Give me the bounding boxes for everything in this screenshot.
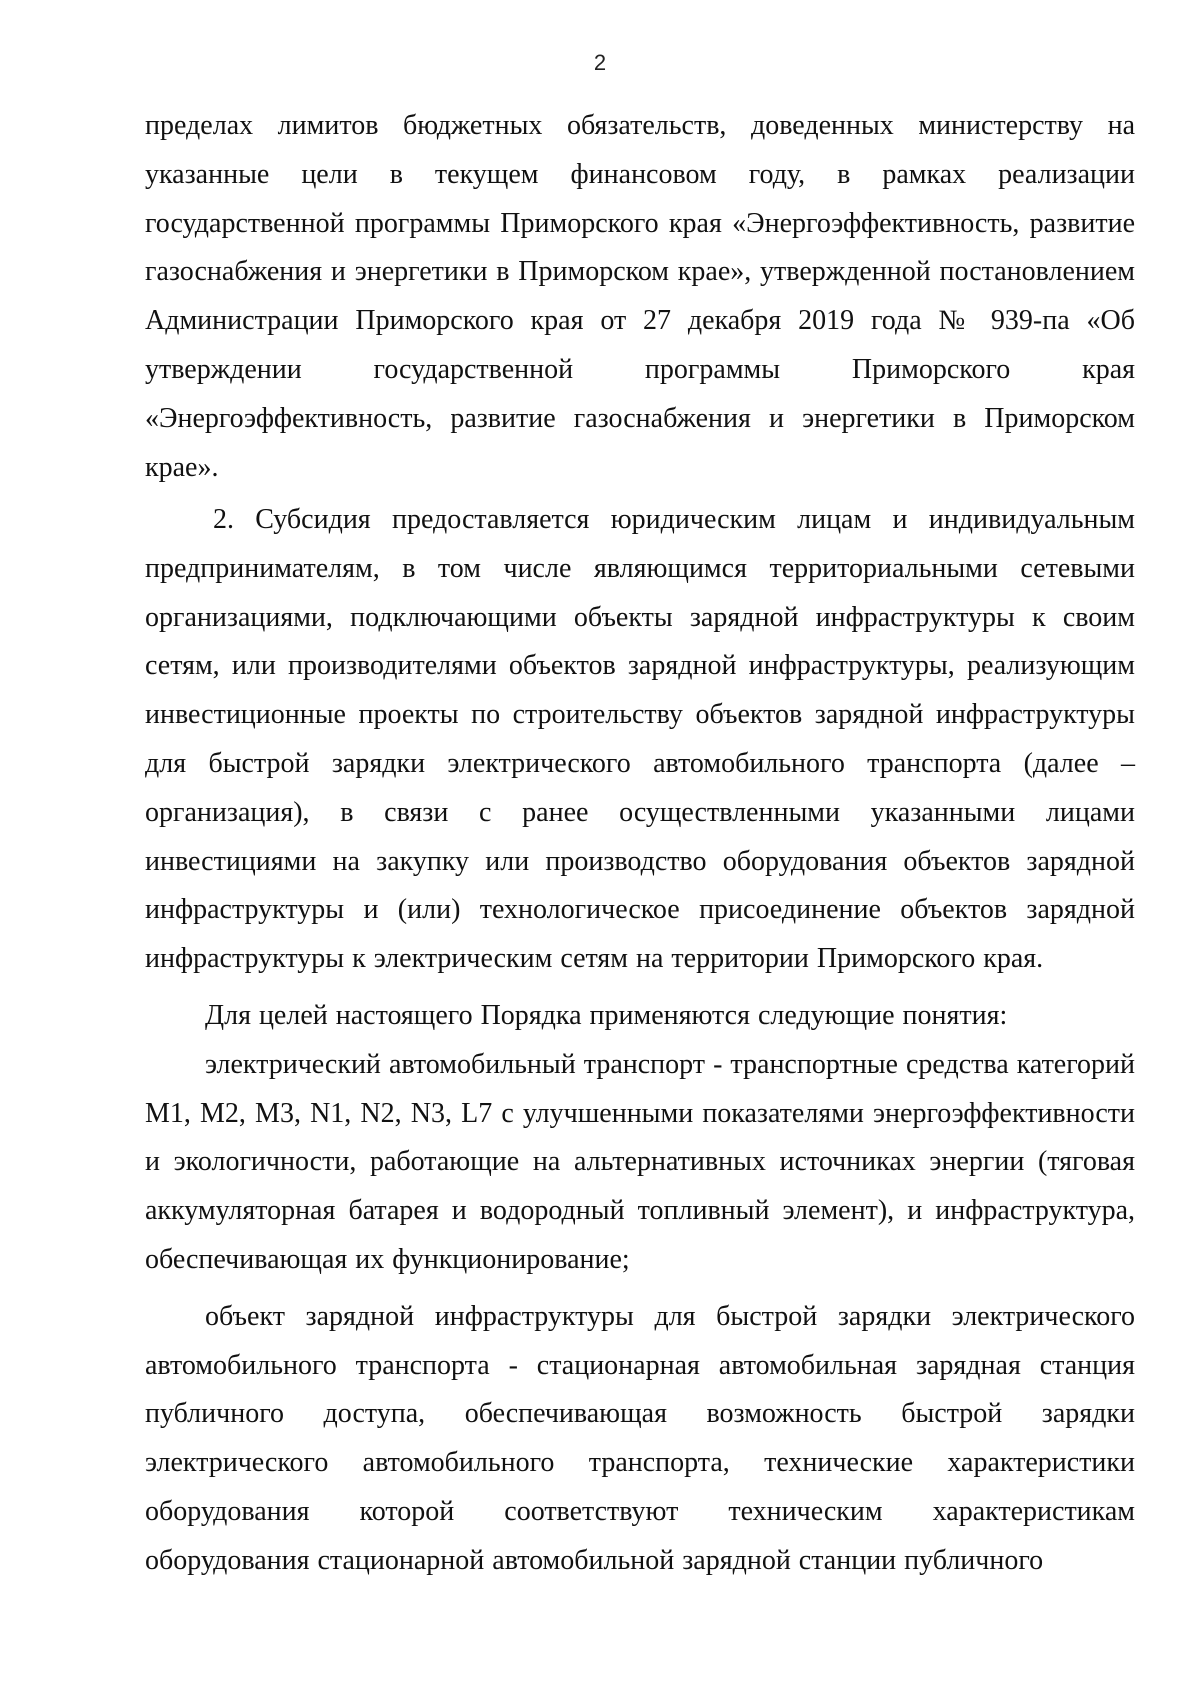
paragraph-charging-infrastructure-definition: объект зарядной инфраструктуры для быстрой зарядки электрического автомобильного транспорта - стационарная автомобильная зарядная станция публичного доступа, обеспечивающая возможность быстрой зарядки электрического автомобильного транспорта, технические характеристики оборудования которой соответствуют техническим характеристикам оборудования стационарной автомобильной зарядной станции публичного	[145, 1300, 1135, 1576]
paragraph-subsidy-recipients: 2. Субсидия предоставляется юридическим лицам и индивидуальным предпринимателям, в том числе являющимся территориальными сетевыми организациями, подключающими объекты зарядной инфраструктуры к своим сетям, или производителями объектов зарядной инфраструктуры, реализующим инвестиционные проекты по строительству объектов зарядной инфраструктуры для быстрой зарядки электрического автомобильного транспорта (далее – организация), в связи с ранее осуществленными указанными лицами инвестициями на закупку или производство оборудования объектов зарядной инфраструктуры и (или) технологическое присоединение объектов зарядной инфраструктуры к электрическим сетям на территории Приморского края.	[145, 504, 1135, 975]
paragraph-electric-transport-definition: электрический автомобильный транспорт - транспортные средства категорий M1, M2, M3, N1, N2, N3, L7 с улучшенными показателями энергоэффективности и экологичности, работающие на альтернативных источниках энергии (тяговая аккумуляторная батарея и водородный топливный элемент), и инфраструктура, обеспечивающая их функционирование;	[145, 1048, 1135, 1275]
paragraph-gap	[145, 984, 1135, 992]
page-number: 2	[593, 50, 607, 75]
document-body-main	[145, 496, 1135, 1586]
paragraph-budget-limits: пределах лимитов бюджетных обязательств, доведенных министерству на указанные цели в текущем финансовом году, в рамках реализации государственной программы Приморского края «Энергоэффективность, развитие газоснабжения и энергетики в Приморском крае», утвержденной постановлением Администрации Приморского края от 27 декабря 2019 года № 939-па «Об утверждении государственной программы Приморского края «Энергоэффективность, развитие газоснабжения и энергетики в Приморском крае».	[145, 110, 1135, 483]
paragraph-definitions-intro: Для целей настоящего Порядка применяются следующие понятия:	[205, 999, 1008, 1031]
paragraph-gap-2	[145, 1285, 1135, 1293]
document-body-top	[145, 102, 1135, 492]
